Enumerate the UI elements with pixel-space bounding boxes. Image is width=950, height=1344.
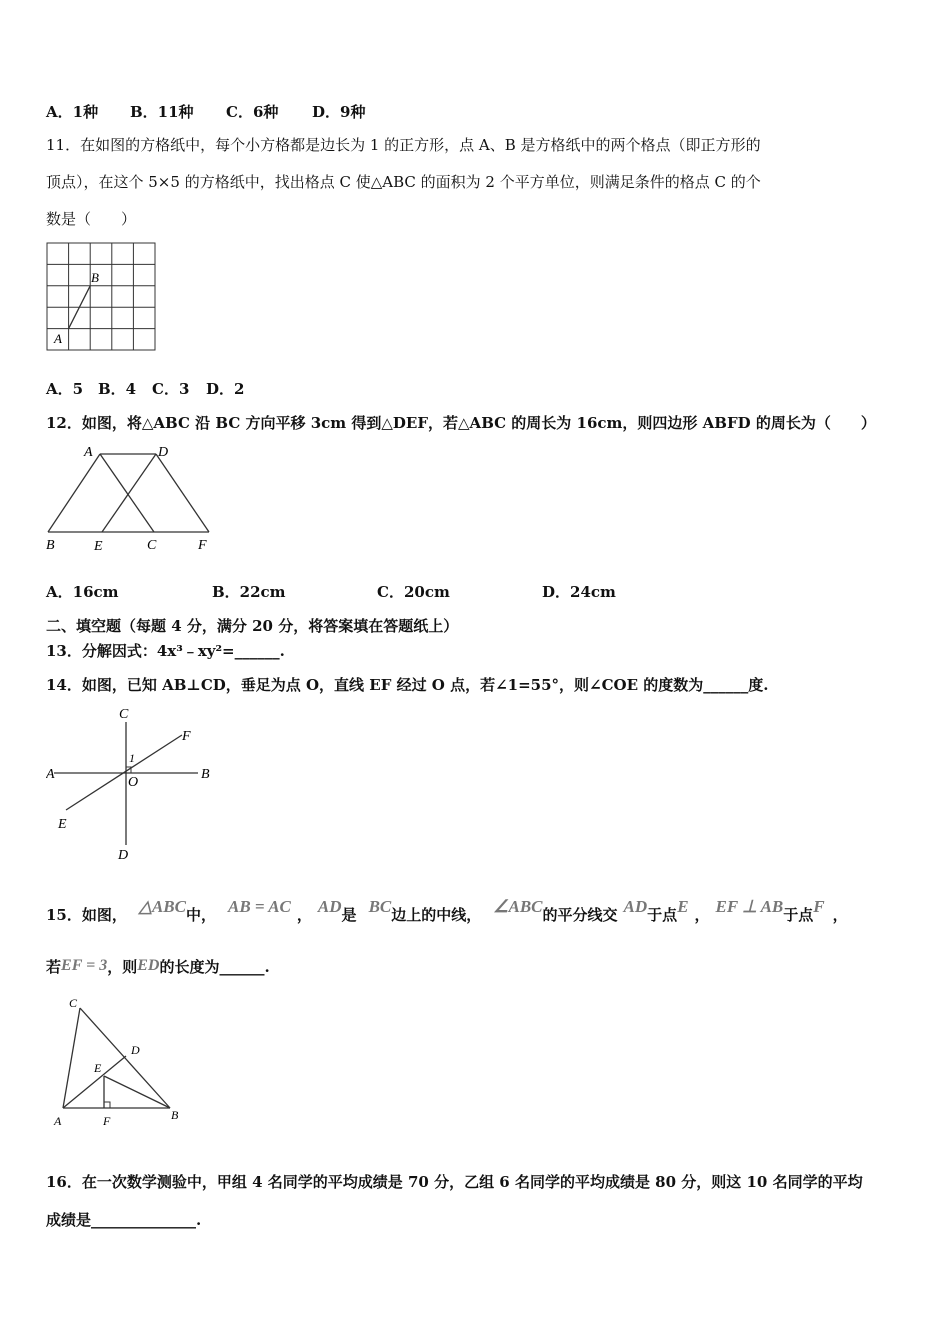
q10-options [46, 102, 365, 122]
q15-math-ad: AD [317, 897, 342, 916]
q15-math-ef-eq-3: EF = 3 [61, 957, 108, 974]
q15-text-9: ， [832, 906, 848, 924]
q11-options [46, 379, 244, 399]
q14-label-a: A [46, 767, 55, 782]
q14-label-e: E [58, 817, 67, 832]
q15-text-1: 中， [185, 906, 216, 924]
q11-label-b: B [91, 270, 99, 285]
q15-text-3: 是 [341, 906, 357, 924]
q16-line1: 16．在一次数学测验中，甲组 4 名同学的平均成绩是 70 分，乙组 6 名同学的平均成绩是 80 分，则这 10 名同学的平均 [46, 1173, 863, 1191]
q15-figure [48, 990, 193, 1134]
q12-option-b: B．22cm [212, 583, 286, 601]
q14-text: 14．如图，已知 AB⊥CD，垂足为点 O，直线 EF 经过 O 点，若∠1=55°，则∠COE 的度数为______度. [46, 676, 769, 694]
q15-label-d: D [131, 1043, 140, 1057]
q15-label-e: E [94, 1061, 102, 1075]
q15-label-a: A [54, 1114, 62, 1128]
q12-label-f: F [198, 538, 207, 553]
section-heading: 二、填空题（每题 4 分，满分 20 分，将答案填在答题纸上） [46, 617, 459, 635]
q15-line2-c: 的长度为______. [159, 958, 270, 976]
q15-text-6: 于点 [647, 906, 678, 924]
q10-option-a: A．1种 [46, 103, 99, 121]
q11-option-d: D．2 [206, 380, 245, 398]
q11-option-c: C．3 [152, 380, 190, 398]
q14-label-f: F [182, 729, 191, 744]
q12-option-c: C．20cm [377, 583, 450, 601]
q10-option-b: B．11种 [130, 103, 194, 121]
q14-label-d: D [118, 848, 129, 863]
q12-label-c: C [147, 538, 157, 553]
q14-label-1: 1 [129, 751, 135, 765]
q12-label-e: E [94, 539, 103, 554]
q15-math-bc: BC [368, 897, 392, 916]
q11-option-a: A．5 [46, 380, 84, 398]
q10-option-d: D．9种 [312, 103, 366, 121]
q15-text-4: 边上的中线， [391, 906, 482, 924]
q11-line3: 数是（ ） [46, 210, 137, 228]
q12-label-a: A [84, 445, 93, 460]
q15-text-5: 的平分线交 [542, 906, 618, 924]
q14-label-b: B [201, 767, 210, 782]
q15-text-7: ， [694, 906, 710, 924]
q15-text-2: ， [296, 906, 312, 924]
q15-line2 [46, 957, 270, 978]
q11-label-a: A [54, 331, 62, 346]
q15-math-ed: ED [137, 957, 160, 974]
q15-label-f: F [103, 1114, 111, 1128]
q12-options [46, 582, 616, 602]
q12-option-d: D．24cm [542, 583, 616, 601]
q15-math-ab-eq-ac: AB = AC [227, 897, 291, 916]
q14-label-c: C [119, 707, 129, 722]
q15-line1 [46, 897, 848, 925]
q11-line2: 顶点），在这个 5×5 的方格纸中，找出格点 C 使△ABC 的面积为 2 个平方单位，则满足条件的格点 C 的个 [46, 173, 761, 191]
q15-math-ad-2: AD [623, 897, 648, 916]
q12-label-d: D [158, 445, 169, 460]
q12-option-a: A．16cm [46, 583, 119, 601]
q11-line1: 11．在如图的方格纸中，每个小方格都是边长为 1 的正方形，点 A、B 是方格纸中的两个格点（即正方形的 [46, 136, 761, 154]
q10-option-c: C．6种 [226, 103, 279, 121]
q15-line2-b: ，则 [107, 958, 138, 976]
q12-figure [46, 440, 218, 559]
q12-label-b: B [46, 538, 55, 553]
q11-grid-figure [46, 242, 158, 356]
q13-text: 13．分解因式：4x³﹣xy²=______. [46, 642, 285, 660]
q15-math-ef-perp-ab: EF ⊥ AB [715, 897, 784, 916]
q16-line2: 成绩是______________. [46, 1211, 202, 1229]
q15-text-8: 于点 [783, 906, 814, 924]
q14-label-o: O [128, 775, 139, 790]
q15-math-triangle-abc: △ABC [138, 897, 186, 916]
q15-label-b: B [171, 1108, 179, 1122]
q11-option-b: B．4 [98, 380, 137, 398]
q15-prefix: 15．如图， [46, 906, 127, 924]
q12-text: 12．如图，将△ABC 沿 BC 方向平移 3cm 得到△DEF，若△ABC 的周长为 16cm，则四边形 ABFD 的周长为（ ） [46, 414, 876, 432]
q14-figure [46, 702, 226, 871]
q15-line2-a: 若 [46, 958, 62, 976]
q15-math-f: F [813, 897, 825, 916]
q15-label-c: C [69, 996, 78, 1010]
q15-math-e: E [677, 897, 689, 916]
q15-math-angle-abc: ∠ABC [493, 897, 543, 916]
